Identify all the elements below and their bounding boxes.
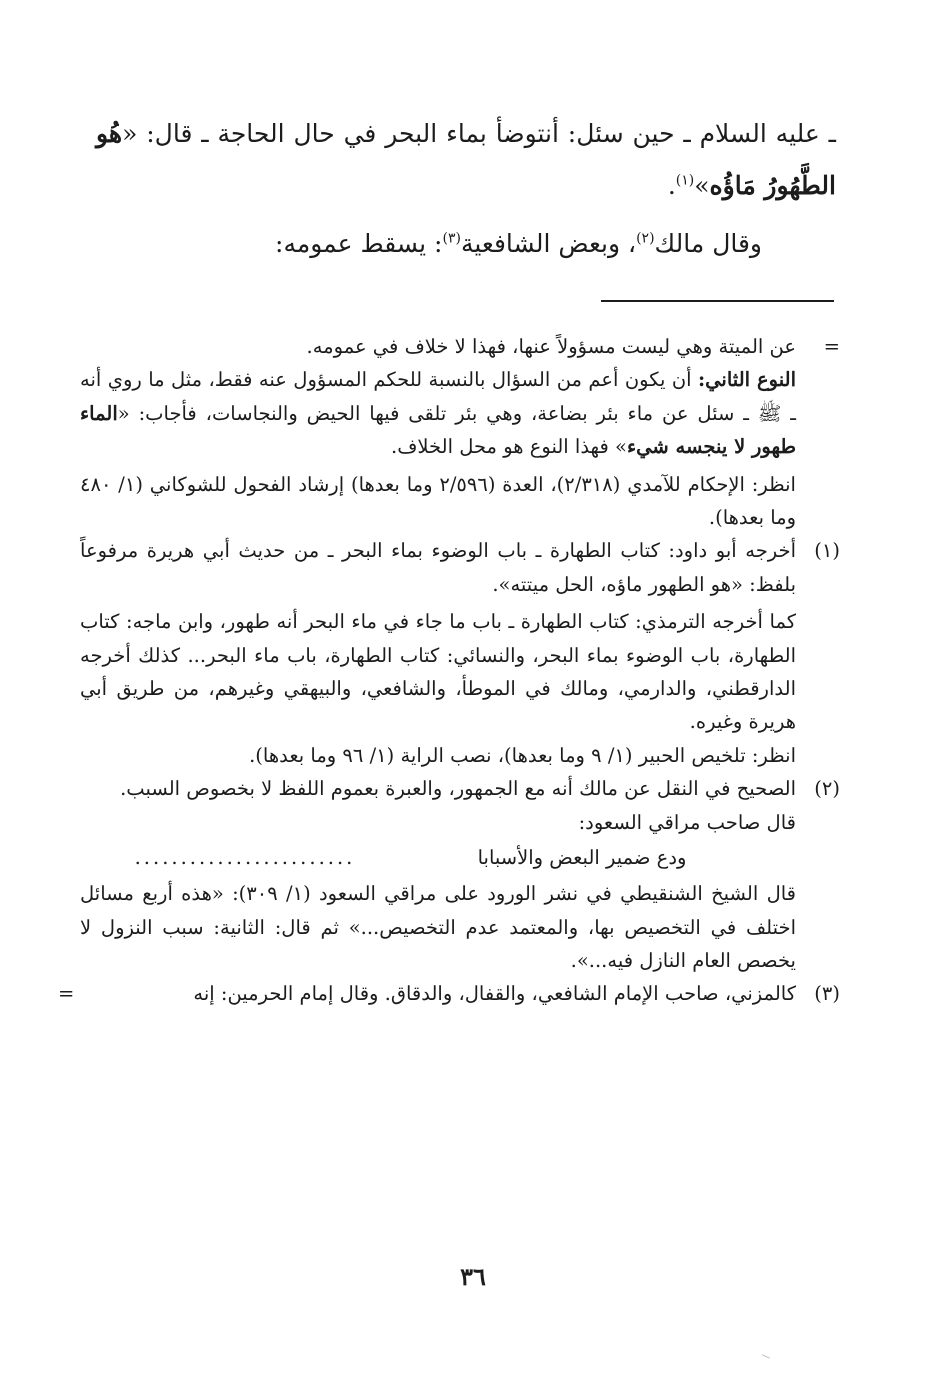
main-paragraph-1 [96, 108, 836, 212]
main-text [96, 108, 836, 270]
footnote-2-text-1: الصحيح في النقل عن مالك أنه مع الجمهور، والعبرة بعموم اللفظ لا بخصوص السبب. [120, 777, 796, 801]
scan-speck [762, 1354, 770, 1358]
footnote-continuation [80, 330, 840, 534]
footnote-2-text-2: قال صاحب مراقي السعود: [578, 810, 796, 834]
type-two-heading: النوع الثاني: [697, 368, 796, 392]
footnote-2-marker: (٢) [814, 777, 840, 801]
hadith-quote: هُو الطَّهُورُ مَاؤُه [96, 119, 836, 200]
continuation-references: انظر: الإحكام للآمدي (٢/٣١٨)، العدة (٢/٥٩٦ وما بعدها) إرشاد الفحول للشوكاني (١/ ٤٨٠ وما بعدها). [80, 472, 796, 530]
footnote-1-text-1: أخرجه أبو داود: كتاب الطهارة ـ باب الوضوء بماء البحر ـ من حديث أبي هريرة مرفوعاً بلفظ: «هو الطهور ماؤه، الحل ميتته». [80, 539, 796, 596]
footnote-2-text-3: قال الشيخ الشنقيطي في نشر الورود على مراقي السعود (١/ ٣٠٩): «هذه أربع مسائل اختلف في التخصيص بها، والمعتمد عدم التخصيص...» ثم قال: الثانية: سبب النزول لا يخصص العام النازل فيه...». [80, 882, 796, 972]
sentence-end: . [667, 171, 676, 200]
verse-hemistich-right: ودع ضمير البعض والأسبابا [477, 846, 687, 870]
continuation-text-1: عن الميتة وهي ليست مسؤولاً عنها، فهذا لا خلاف في عمومه. [306, 335, 796, 358]
continuation-text-2 [80, 363, 796, 463]
footnote-1-text-3: انظر: تلخيص الحبير (١/ ٩ وما بعدها)، نصب الراية (١/ ٩٦ وما بعدها). [249, 743, 796, 767]
page-number: ٣٦ [460, 1262, 486, 1291]
verse-hemistich-left: ........................ [134, 846, 356, 870]
footnote-ref-2: (٢) [636, 230, 655, 247]
poem-verse [80, 841, 796, 875]
main-line-3c: : يسقط عمومه: [275, 229, 443, 258]
footnote-2 [80, 772, 840, 977]
footnote-1-marker: (١) [814, 539, 840, 563]
main-line-3b: ، وبعض الشافعية [460, 229, 637, 258]
footnote-separator [601, 300, 834, 302]
footnote-1-text-2: كما أخرجه الترمذي: كتاب الطهارة ـ باب ما جاء في ماء البحر أنه طهور، وابن ماجه: كتاب الطهارة، باب الوضوء بماء البحر، والنسائي: كتاب الطهارة، باب ماء البحر... كذلك أخرجه الدارقطني، والدارمي، ومالك في الموطأ، والشافعي، والبيهقي وغيرهم، من طريق أبي هريرة وغيره. [80, 610, 796, 734]
footnote-ref-1: (١) [675, 172, 695, 189]
footnote-3-marker: (٣) [814, 982, 840, 1006]
footnote-1 [80, 534, 840, 772]
quote-close: » [694, 171, 710, 200]
main-line-3a: وقال مالك [654, 229, 762, 258]
type-two-quote: الماء طهور لا ينجسه شيء [80, 401, 796, 459]
type-two-text-end: » فهذا النوع هو محل الخلاف. [391, 435, 627, 459]
main-paragraph-2 [96, 218, 836, 270]
footnote-3 [58, 977, 840, 1010]
main-line-1: ـ عليه السلام ـ حين سئل: أنتوضأ بماء البحر في حال الحاجة ـ قال: « [122, 119, 836, 148]
footnote-ref-3: (٣) [442, 230, 461, 247]
type-two-text: أن يكون أعم من السؤال بالنسبة للحكم المسؤول عنه فقط، مثل ما روي أنه ـ ﷺ ـ سئل عن ماء بئر بضاعة، وهي بئر تلقى فيها الحيض والنجاسات، فأجاب: « [80, 368, 796, 425]
footnote-3-text-1: كالمزني، صاحب الإمام الشافعي، والقفال، والدقاق. وقال إمام الحرمين: إنه [193, 982, 796, 1006]
footnote-3-continues-marker: = [58, 982, 75, 1006]
continuation-marker: = [823, 335, 840, 358]
footnotes [58, 330, 840, 1011]
